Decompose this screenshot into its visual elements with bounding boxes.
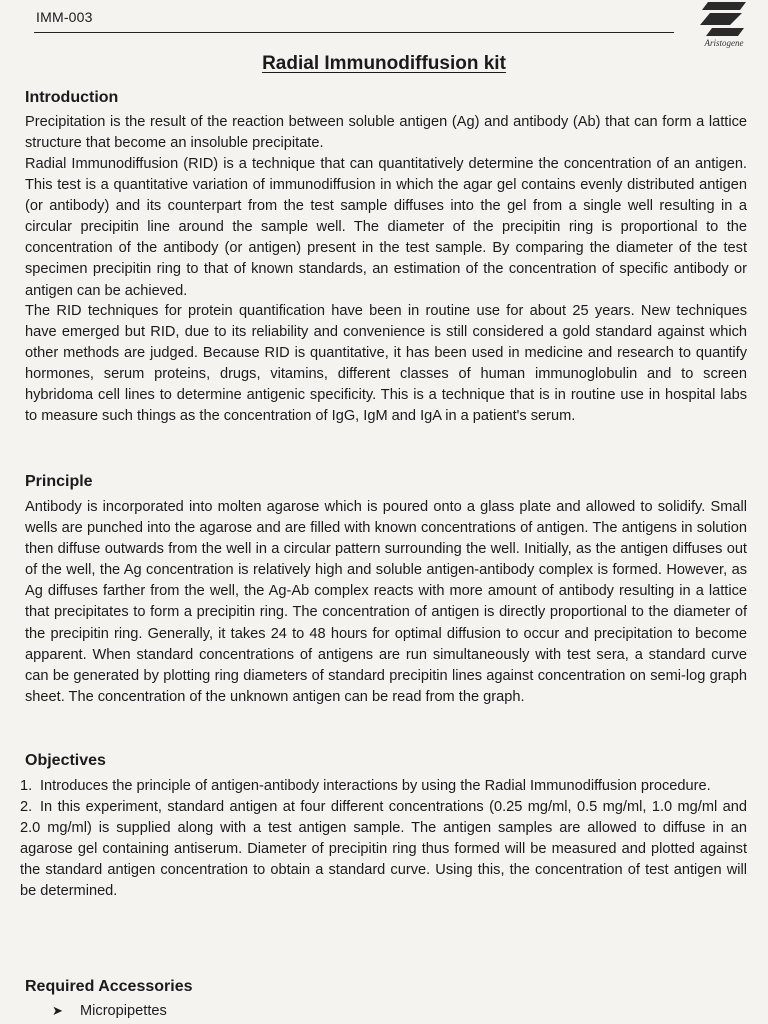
company-logo	[688, 0, 760, 52]
document-code: IMM-003	[36, 9, 93, 25]
document-title: Radial Immunodiffusion kit	[262, 52, 506, 74]
objective-item	[20, 797, 747, 902]
accessories-list	[52, 1001, 167, 1021]
objective-text: Introduces the principle of antigen-antibody interactions by using the Radial Immunodiffusion procedure.	[40, 778, 711, 794]
introduction-paragraph-1: Precipitation is the result of the reaction between soluble antigen (Ag) and antibody (Ab) that can form a lattice structure that become an insoluble precipitate.	[25, 114, 747, 152]
objective-number: 2.	[20, 799, 33, 816]
accessory-text: Micropipettes	[80, 1003, 167, 1019]
objective-item	[20, 776, 747, 797]
objectives-heading: Objectives	[25, 752, 106, 769]
accessories-heading: Required Accessories	[25, 978, 193, 995]
header-divider	[34, 32, 674, 33]
principle-paragraph: Antibody is incorporated into molten agarose which is poured onto a glass plate and allowed to solidify. Small wells are punched into the agarose and are filled with known concentrations of antigen. The antigens in solution then diffuse outwards from the well in a circular pattern surrounding the well. Initially, as the antigen diffuses out of the well, the Ag concentration is relatively high and soluble antigen-antibody complex is formed. However, as Ag diffuses farther from the well, the Ag-Ab complex reacts with more amount of antibody resulting in a lattice that precipitates to form a precipitin ring. The concentration of antigen is directly proportional to the diameter of the precipitin ring. Generally, it takes 24 to 48 hours for optimal diffusion to occur and precipitation to become apparent. When standard concentrations of antigens are run simultaneously with test sera, a standard curve can be generated by plotting ring diameters of standard precipitin lines against concentration on semi-log graph sheet. The concentration of the unknown antigen can be read from the graph.	[25, 499, 747, 705]
logo-wordmark: Aristogene	[704, 38, 744, 48]
principle-heading: Principle	[25, 473, 93, 490]
objective-text: In this experiment, standard antigen at four different concentrations (0.25 mg/ml, 0.5 mg/ml, 1.0 mg/ml and 2.0 mg/ml) is supplied along with a test antigen sample. The antigen samples are allowed to diffuse in an agarose gel containing antiserum. Diameter of precipitin ring thus formed will be measured and plotted against the standard antigen concentration to obtain a standard curve. Using this, the concentration of test antigen will be determined.	[20, 799, 747, 900]
arrow-bullet-icon: ➤	[52, 1003, 63, 1018]
accessory-item	[52, 1001, 167, 1021]
objective-number: 1.	[20, 778, 33, 794]
logo-mark-icon	[700, 0, 748, 40]
objectives-list	[20, 776, 747, 903]
introduction-paragraph-3: The RID techniques for protein quantification have been in routine use for about 25 years. New techniques have emerged but RID, due to its reliability and convenience is still considered a gold standard against which other methods are judged. Because RID is quantitative, it has been used in medicine and research to quantify hormones, serum proteins, drugs, vitamins, different classes of human immunoglobulin and to screen hybridoma cell lines to determine antigenic specificity. This is a technique that is in routine use in hospital labs to measure such things as the concentration of IgG, IgM and IgA in a patient's serum.	[25, 303, 747, 425]
introduction-paragraph-2: Radial Immunodiffusion (RID) is a technique that can quantitatively determine the concentration of an antigen. This test is a quantitative variation of immunodiffusion in which the agar gel contains evenly distributed antigen (or antibody) and its counterpart from the test sample diffuses into the gel from a single well resulting in a circular precipitin line around the sample well. The diameter of the precipitin ring is proportional to the concentration of the antibody (or antigen) present in the test sample. By comparing the diameter of the test specimen precipitin ring to that of known standards, an estimation of the concentration of specific antibody or antigen can be achieved.	[25, 156, 747, 299]
introduction-heading: Introduction	[25, 89, 119, 106]
